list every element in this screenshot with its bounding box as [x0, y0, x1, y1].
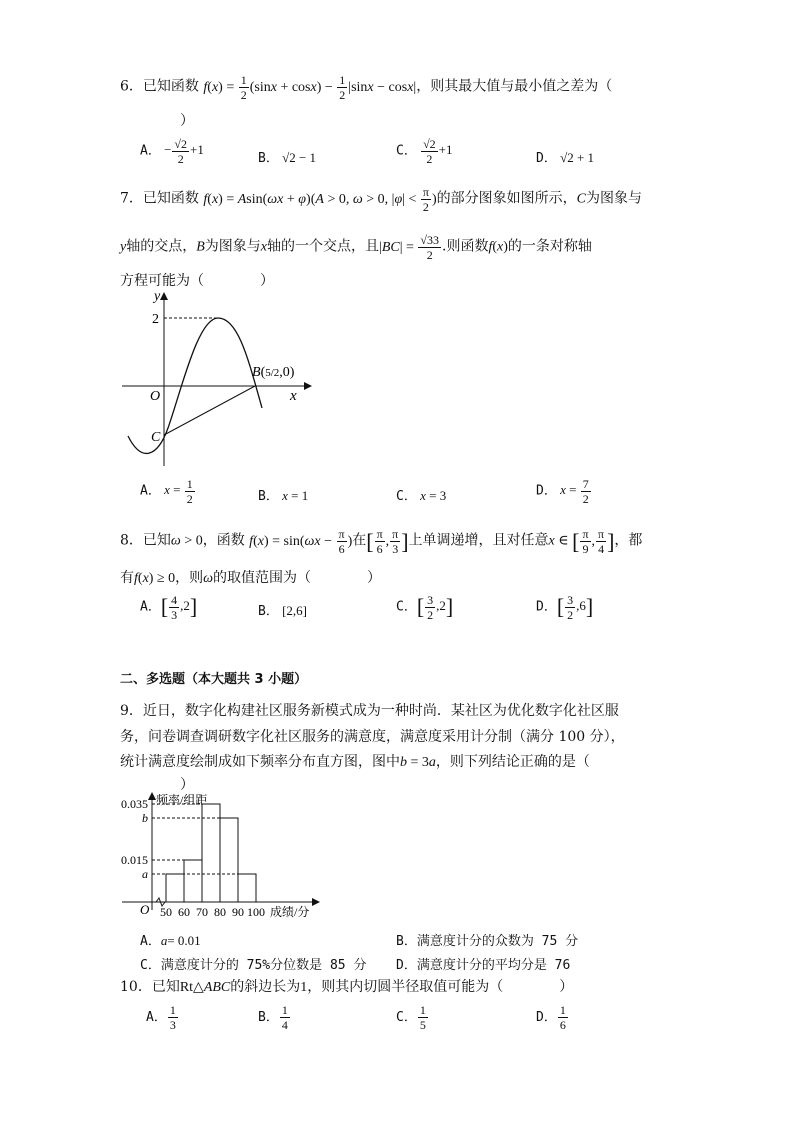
q9-option-a[interactable]: A．a= 0.01 [140, 933, 201, 949]
q9-line3: 统计满意度绘制成如下频率分布直方图，图中b = 3a，则下列结论正确的是（ [120, 754, 590, 770]
q10-option-c[interactable]: C． $\frac{1}{5}$ [396, 1003, 426, 1032]
q9-option-c[interactable]: C．满意度计分的 75%分位数是 85 分 [140, 958, 367, 973]
q8-option-d[interactable]: D．[ $\frac{3}{2}$ ,6] [536, 593, 594, 622]
q9-option-d[interactable]: D．满意度计分的平均分是 76 [396, 958, 571, 973]
histogram-bar-50-60 [166, 874, 184, 902]
q9-option-b[interactable]: B．满意度计分的众数为 75 分 [396, 934, 579, 949]
q6-close: ） [180, 113, 194, 129]
q7-graph [118, 288, 318, 470]
q10-option-d[interactable]: D． $\frac{1}{6}$ [536, 1003, 566, 1032]
q7-line1: 7．已知函数 f(x) = Asin(ωx + φ)(A > 0, ω > 0, |φ| < $\frac{\pi}{2}$ )的部分图象如图所示，C为图象与 [120, 185, 642, 214]
q9-line1: 9．近日，数字化构建社区服务新模式成为一种时尚．某社区为优化数字化社区服 [120, 703, 619, 719]
q7-x-label: x [290, 388, 297, 404]
q7-option-b[interactable]: B． x = 1 [258, 488, 309, 504]
q7-y-label: y [154, 289, 161, 304]
histogram-bar-60-70 [184, 860, 202, 902]
q7-origin: O [150, 389, 161, 404]
histogram-bar-70-80 [202, 804, 220, 902]
q7-peak-label: 2 [152, 312, 159, 327]
section-heading: 二、多选题（本大题共 3 小题） [120, 672, 308, 687]
q9-close: ） [180, 777, 194, 793]
histogram-origin: O [140, 902, 150, 917]
histogram-xtick-label: 80 [214, 905, 226, 919]
histogram-ytick-label: b [142, 811, 148, 825]
q6-option-d[interactable]: D． √2 + 1 [536, 150, 595, 166]
q7-c-label: C [151, 430, 161, 445]
histogram-ylabel: 频率/组距 [156, 793, 208, 807]
q10-option-b[interactable]: B． $\frac{1}{4}$ [258, 1003, 288, 1032]
q8-option-c[interactable]: C．[ $\frac{3}{2}$ ,2] [396, 593, 454, 622]
q8-line1: 8．已知ω > 0，函数 f(x) = sin(ωx − $\frac{\pi}{6}$ )在[ $\frac{\pi}{6}$ , $\frac{\pi}{3}$ ]上单调递增，且对任意x ∈ [ $\frac{\pi}{9}$ , $\frac{\pi}{4}$ ]，都 [120, 527, 643, 556]
q7-line2: y轴的交点，B为图象与x轴的一个交点，且|BC| = $\frac{√33}{2}$ .则函数f(x)的一条对称轴 [120, 233, 592, 262]
q7-line3: 方程可能为（ ） [120, 273, 274, 289]
q6-formula: f(x) = $\frac{1}{2}$ (sinx + cosx) − $\frac{1}{2}$ |sinx − cosx| [203, 73, 417, 102]
histogram-ytick-label: 0.015 [121, 853, 148, 867]
histogram-bar-80-90 [220, 818, 238, 902]
histogram-xlabel: 成绩/分 [270, 905, 310, 919]
q6-line1: 6．已知函数 f(x) = $\frac{1}{2}$ (sinx + cosx) − $\frac{1}{2}$ |sinx − cosx|，则其最大值与最小值之差为（ [120, 73, 613, 102]
q7-formula: f(x) = Asin(ωx + φ)(A > 0, ω > 0, |φ| < $\frac{\pi}{2}$ ) [203, 185, 437, 214]
histogram-xtick-label: 50 [160, 905, 172, 919]
histogram-xtick-label: 60 [178, 905, 190, 919]
q8-line2: 有f(x) ≥ 0，则ω的取值范围为（ ） [120, 570, 382, 586]
histogram [118, 790, 338, 924]
q8-option-b[interactable]: B． [2,6] [258, 603, 307, 619]
q6-option-b[interactable]: B． √2 − 1 [258, 150, 317, 166]
histogram-xtick-label: 100 [247, 905, 265, 919]
q6-number: 6． [120, 78, 143, 95]
q6-option-c[interactable]: C． $\frac{√2}{2}$ +1 [396, 137, 453, 166]
q10-option-a[interactable]: A． $\frac{1}{3}$ [146, 1003, 176, 1032]
histogram-ytick-label: a [142, 867, 148, 881]
q10-line1: 10．已知Rt△ABC的斜边长为1，则其内切圆半径取值可能为（ ） [120, 979, 574, 995]
q7-option-c[interactable]: C． x = 3 [396, 488, 447, 504]
q8-option-a[interactable]: A．[ $\frac{4}{3}$ ,2] [140, 593, 198, 622]
histogram-xtick-label: 70 [196, 905, 208, 919]
q6-option-a[interactable]: A． − $\frac{√2}{2}$ +1 [140, 137, 204, 166]
q7-option-d[interactable]: D． x = $\frac{7}{2}$ [536, 477, 589, 506]
q7-option-a[interactable]: A． x = $\frac{1}{2}$ [140, 477, 193, 506]
histogram-xtick-label: 90 [232, 905, 244, 919]
histogram-ytick-label: 0.035 [121, 797, 148, 811]
q7-b-label: B(5/2,0) [252, 365, 295, 380]
q9-line2: 务，问卷调查调研数字化社区服务的满意度，满意度采用计分制（满分 100 分）， [120, 729, 625, 745]
histogram-bar-90-100 [238, 874, 256, 902]
